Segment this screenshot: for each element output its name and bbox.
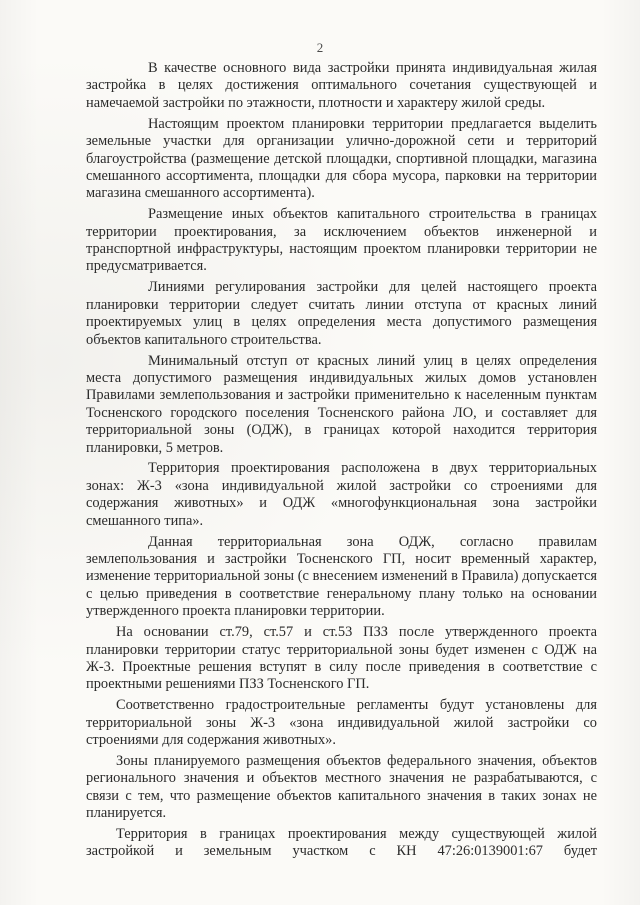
- paragraph: В качестве основного вида застройки принята индивидуальная жилая застройка в целях достижения оптимального сочетания существующей и намечаемой застройки по этажности, плотности и характеру жилой среды.: [86, 60, 597, 111]
- paragraph: На основании ст.79, ст.57 и ст.53 ПЗЗ после утвержденного проекта планировки территории статус территориальной зоны будет изменен с ОДЖ на Ж-3. Проектные решения вступят в силу после приведения в соответствие с проектными решениями ПЗЗ Тосненского ГП.: [86, 624, 597, 693]
- paragraph: Территория в границах проектирования между существующей жилой застройкой и земельным участком с КН 47:26:0139001:67 будет: [86, 826, 597, 860]
- paragraph: Данная территориальная зона ОДЖ, согласно правилам землепользования и застройки Тосненского ГП, носит временный характер, изменение территориальной зоны (с внесением изменений в Правила) допускается с целью приведения в соответствие генеральному плану только на основании утвержденного проекта планировки территории.: [86, 533, 597, 620]
- paragraph: Размещение иных объектов капитального строительства в границах территории проектирования, за исключением объектов инженерной и транспортной инфраструктуры, настоящим проектом планировки территории не предусматривается.: [86, 206, 597, 275]
- paragraph: Территория проектирования расположена в двух территориальных зонах: Ж-3 «зона индивидуальной жилой застройки со строениями для содержания животных» и ОДЖ «многофункциональная зона застройки смешанного типа».: [86, 460, 597, 529]
- paragraph: Линиями регулирования застройки для целей настоящего проекта планировки территории следует считать линии отступа от красных линий проектируемых улиц в целях определения места допустимого размещения объектов капитального строительства.: [86, 279, 597, 348]
- paragraph: Соответственно градостроительные регламенты будут установлены для территориальной зоны Ж-3 «зона индивидуальной жилой застройки со строениями для содержания животных».: [86, 697, 597, 749]
- page-number: 2: [316, 40, 324, 55]
- document-body: [86, 60, 597, 864]
- paragraph: Зоны планируемого размещения объектов федерального значения, объектов регионального значения и объектов местного значения не разрабатываются, с связи с тем, что размещение объектов капитального значения в таких зонах не планируется.: [86, 752, 597, 822]
- paragraph: Минимальный отступ от красных линий улиц в целях определения места допустимого размещения индивидуальных жилых домов установлен Правилами землепользования и застройки применительно к населенным пунктам Тосненского городского поселения Тосненского района ЛО, и составляет для территориальной зоны (ОДЖ), в границах которой находится территория планировки, 5 метров.: [86, 352, 597, 456]
- paragraph: Настоящим проектом планировки территории предлагается выделить земельные участки для организации улично-дорожной сети и территорий благоустройства (размещение детской площадки, спортивной площадки, магазина смешанного ассортимента, площадки для сбора мусора, парковки на территории магазина смешанного ассортимента).: [86, 115, 597, 202]
